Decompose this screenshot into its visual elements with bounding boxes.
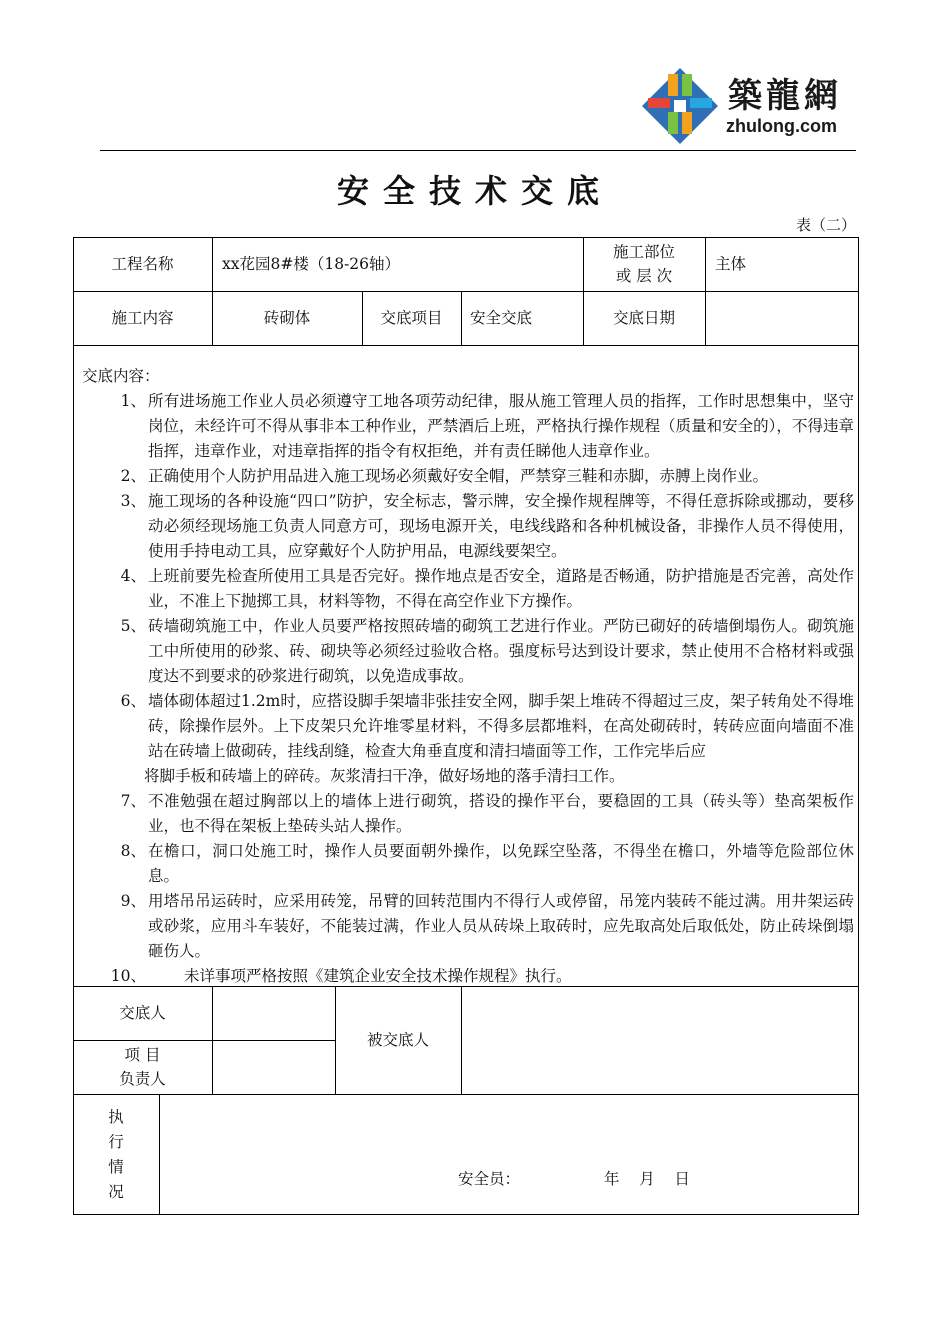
item-text: 用塔吊吊运砖时，应采用砖笼，吊臂的回转范围内不得行人或停留，吊笼内装砖不能过满。用井架运砖或砂浆，应用斗车装好，不能装过满，作业人员从砖垛上取砖时，应先取高处后取低处，防止砖垛倒塌砸伤人。 bbox=[148, 892, 854, 960]
item-text: 不准勉强在超过胸部以上的墙体上进行砌筑，搭设的操作平台，要稳固的工具（砖头等）垫高架板作业，也不得在架板上垫砖头站人操作。 bbox=[148, 792, 854, 835]
item-number bbox=[82, 764, 142, 789]
manager-label-line2: 负责人 bbox=[119, 1070, 166, 1088]
col-divider-i bbox=[159, 1094, 160, 1215]
list-item bbox=[82, 464, 854, 489]
zhulong-logo bbox=[640, 66, 860, 146]
manager-label bbox=[73, 1040, 212, 1094]
location-label-line2: 或 层 次 bbox=[615, 267, 673, 285]
list-item bbox=[82, 389, 854, 464]
location-label-line1: 施工部位 bbox=[612, 243, 675, 261]
project-name-value: xx花园8#楼（18-26轴） bbox=[222, 255, 401, 273]
item-number: 3、 bbox=[120, 492, 146, 510]
item-text: 砖墙砌筑施工中，作业人员要严格按照砖墙的砌筑工艺进行作业。严防已砌好的砖墙倒塌伤人。砌筑施工中所使用的砂浆、砖、砌块等必须经过验收合格。强度标号达到设计要求，禁止使用不合格材料或强度达不到要求的砂浆进行砌筑，以免造成事故。 bbox=[148, 617, 854, 685]
list-item bbox=[82, 614, 854, 689]
item-number: 2、 bbox=[120, 467, 146, 485]
header-rule bbox=[100, 150, 856, 151]
item-text: 所有进场施工作业人员必须遵守工地各项劳动纪律，服从施工管理人员的指挥，工作时思想集中，坚守岗位，未经许可不得从事非本工种作业，严禁酒后上班，严格执行操作规程（质量和安全的），不得违章指挥，违章作业，对违章指挥的指令有权拒绝，并有责任睇他人违章作业。 bbox=[148, 392, 854, 460]
execution-label bbox=[73, 1094, 159, 1215]
date-value bbox=[705, 291, 859, 345]
execution-date: 年 月 日 bbox=[604, 1170, 690, 1188]
item-number: 10、 bbox=[110, 967, 146, 985]
recipient-label: 被交底人 bbox=[366, 1031, 429, 1049]
date-label: 交底日期 bbox=[612, 309, 675, 327]
execution-char: 情 bbox=[108, 1157, 124, 1176]
disclosure-heading: 交底内容： bbox=[82, 367, 160, 385]
logo-diamond-icon bbox=[640, 66, 720, 146]
item-text: 在檐口，洞口处施工时，操作人员要面朝外操作，以免踩空坠落，不得坐在檐口，外墙等危险部位休息。 bbox=[148, 842, 854, 885]
content-label: 施工内容 bbox=[111, 309, 174, 327]
location-label bbox=[583, 237, 705, 291]
item-text: 正确使用个人防护用品进入施工现场必须戴好安全帽，严禁穿三鞋和赤脚，赤膊上岗作业。 bbox=[148, 467, 769, 485]
manager-label-line1: 项 目 bbox=[124, 1046, 161, 1064]
item-number: 1、 bbox=[120, 392, 146, 410]
item-number: 5、 bbox=[120, 617, 146, 635]
logo-chinese-text: 築龍網 bbox=[728, 76, 842, 116]
item-text: 将脚手板和砖墙上的碎砖。灰浆清扫干净，做好场地的落手清扫工作。 bbox=[144, 767, 625, 785]
item-number: 6、 bbox=[120, 692, 146, 710]
safety-officer-label: 安全员： bbox=[458, 1170, 521, 1188]
item-number: 7、 bbox=[120, 792, 146, 810]
list-item bbox=[82, 889, 854, 964]
col-divider-f bbox=[212, 986, 213, 1094]
row-divider-5 bbox=[73, 1094, 859, 1095]
item-text: 墙体砌体超过1.2m时，应搭设脚手架墙非张挂安全网，脚手架上堆砖不得超过三皮，架子转角处不得堆砖，除操作层外。上下皮架只允许堆零星材料，不得多层都堆料，在高处砌砖时，转砖应面向墙面不准站在砖墙上做砌砖，挂线刮缝，检查大角垂直度和清扫墙面等工作，工作完毕后应 bbox=[148, 692, 854, 760]
item-text: 施工现场的各种设施“四口”防护，安全标志，警示牌，安全操作规程牌等，不得任意拆除或挪动，要移动必须经现场施工负责人同意方可，现场电源开关，电线线路和各种机械设备，非操作人员不得使用，使用手持电动工具，应穿戴好个人防护用品，电源线要架空。 bbox=[148, 492, 854, 560]
col-divider-e bbox=[461, 291, 462, 345]
list-item bbox=[82, 789, 854, 839]
logo-english-text: zhulong.com bbox=[726, 116, 837, 136]
page-title: 安全技术交底 bbox=[336, 172, 613, 210]
execution-char: 况 bbox=[108, 1182, 124, 1201]
item-number: 4、 bbox=[120, 567, 146, 585]
table-number: 表（二） bbox=[795, 216, 856, 234]
list-item bbox=[82, 689, 854, 764]
item-text: 未详事项严格按照《建筑企业安全技术操作规程》执行。 bbox=[184, 967, 572, 985]
item-value: 安全交底 bbox=[470, 309, 533, 327]
location-value: 主体 bbox=[715, 255, 747, 273]
project-name-label: 工程名称 bbox=[111, 255, 174, 273]
execution-char: 执 bbox=[108, 1107, 124, 1126]
row-divider-2 bbox=[73, 345, 859, 346]
execution-char: 行 bbox=[108, 1132, 124, 1151]
item-number: 9、 bbox=[120, 892, 146, 910]
col-divider-h bbox=[461, 986, 462, 1094]
list-item bbox=[82, 839, 854, 889]
list-item bbox=[82, 564, 854, 614]
content-value: 砖砌体 bbox=[263, 309, 311, 327]
list-item-continuation bbox=[82, 764, 854, 789]
item-label: 交底项目 bbox=[380, 309, 443, 327]
discloser-label: 交底人 bbox=[119, 1004, 166, 1022]
list-item bbox=[82, 489, 854, 564]
disclosure-content bbox=[82, 364, 854, 989]
item-number: 8、 bbox=[120, 842, 146, 860]
item-text: 上班前要先检查所使用工具是否完好。操作地点是否安全，道路是否畅通，防护措施是否完善，高处作业，不准上下抛掷工具，材料等物，不得在高空作业下方操作。 bbox=[148, 567, 854, 610]
